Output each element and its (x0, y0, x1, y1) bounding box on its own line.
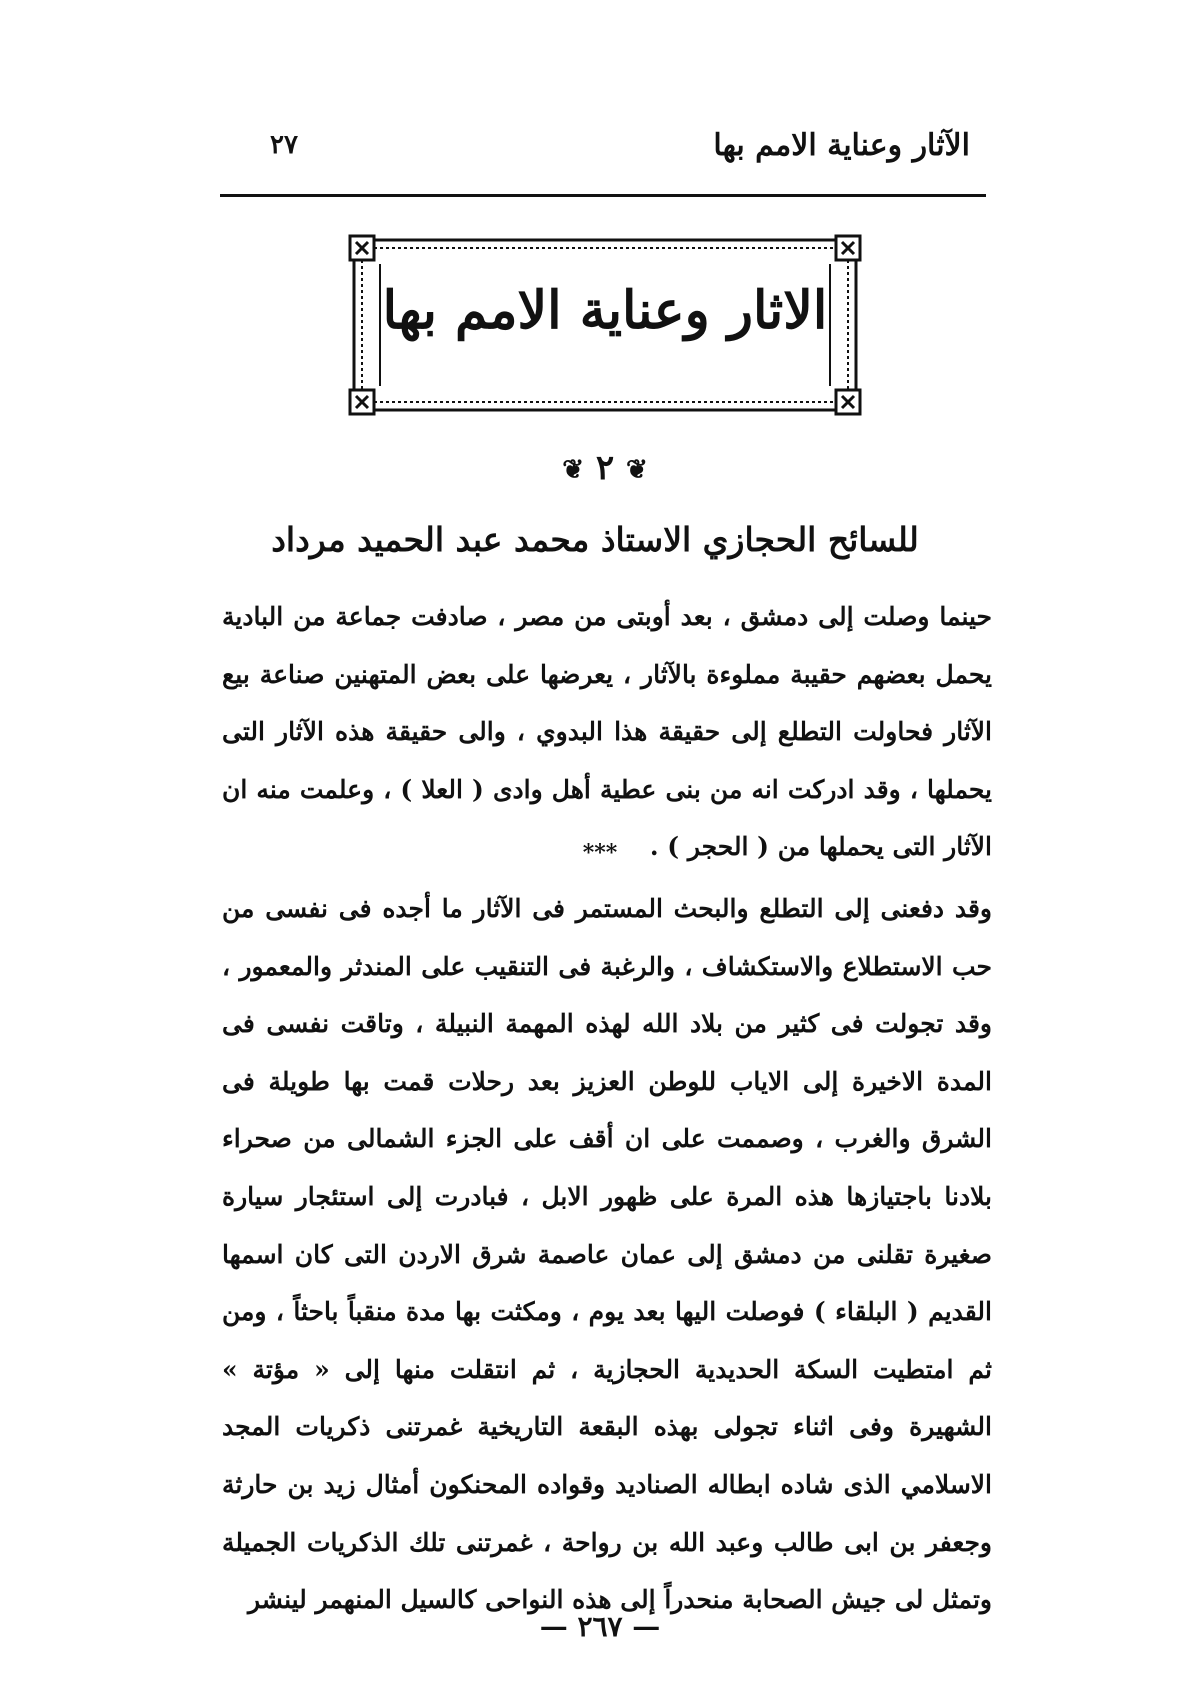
part-number-value: ٢ (595, 448, 615, 488)
title-frame (346, 232, 864, 418)
page-number-bottom: — ٢٦٧ — (539, 1610, 661, 1643)
ornament-icon: ❦ (625, 455, 648, 485)
paragraph: وقد دفعنى إلى التطلع والبحث المستمر فى الآثار ما أجده فى نفسى من حب الاستطلاع والاستكشاف ، والرغبة فى التنقيب على المندثر والمعمور ، وقد تجولت فى كثير من بلاد الله لهذه المهمة النبيلة ، وتاقت نفسى فى المدة الاخيرة إلى الاياب للوطن العزيز بعد رحلات قمت بها طويلة فى الشرق والغرب ، وصممت على ان أقف على الجزء الشمالى من صحراء بلادنا باجتيازها هذه المرة على ظهور الابل ، فبادرت إلى استئجار سيارة صغيرة تقلنى من دمشق إلى عمان عاصمة شرق الاردن التى كان اسمها القديم ( البلقاء ) فوصلت اليها بعد يوم ، ومكثت بها مدة منقباً باحثاً ، ومن ثم امتطيت السكة الحديدية الحجازية ، ثم انتقلت منها إلى « مؤتة » الشهيرة وفى اثناء تجولى بهذه البقعة التاريخية غمرتنى ذكريات المجد الاسلامي الذى شاده ابطاله الصناديد وقواده المحنكون أمثال زيد بن حارثة وجعفر بن ابى طالب وعبد الله بن رواحة ، غمرتنى تلك الذكريات الجميلة وتمثل لى جيش الصحابة منحدراً إلى هذه النواحى كالسيل المنهمر لينشر (222, 894, 992, 1615)
ornament-icon: ❦ (562, 455, 585, 485)
running-header (220, 128, 980, 188)
running-title: الآثار وعناية الامم بها (713, 128, 970, 163)
byline: للسائح الحجازي الاستاذ محمد عبد الحميد مرداد (271, 520, 919, 559)
article-title: الاثار وعناية الامم بها (382, 280, 828, 341)
section-break: *** (582, 840, 618, 866)
paragraph: حينما وصلت إلى دمشق ، بعد أوبتى من مصر ، صادفت جماعة من البادية يحمل بعضهم حقيبة مملوءة بالآثار ، يعرضها على بعض المتهنين صناعة بيع الآثار فحاولت التطلع إلى حقيقة هذا البدوي ، والى حقيقة هذه الآثار التى يحملها ، وقد ادركت انه من بنى عطية أهل وادى ( العلا ) ، وعلمت منه ان الآثار التى يحملها من ( الحجر ) . (222, 602, 992, 862)
page-number-top: ٢٧ (270, 130, 298, 160)
header-rule (220, 194, 986, 197)
part-number (540, 448, 670, 498)
